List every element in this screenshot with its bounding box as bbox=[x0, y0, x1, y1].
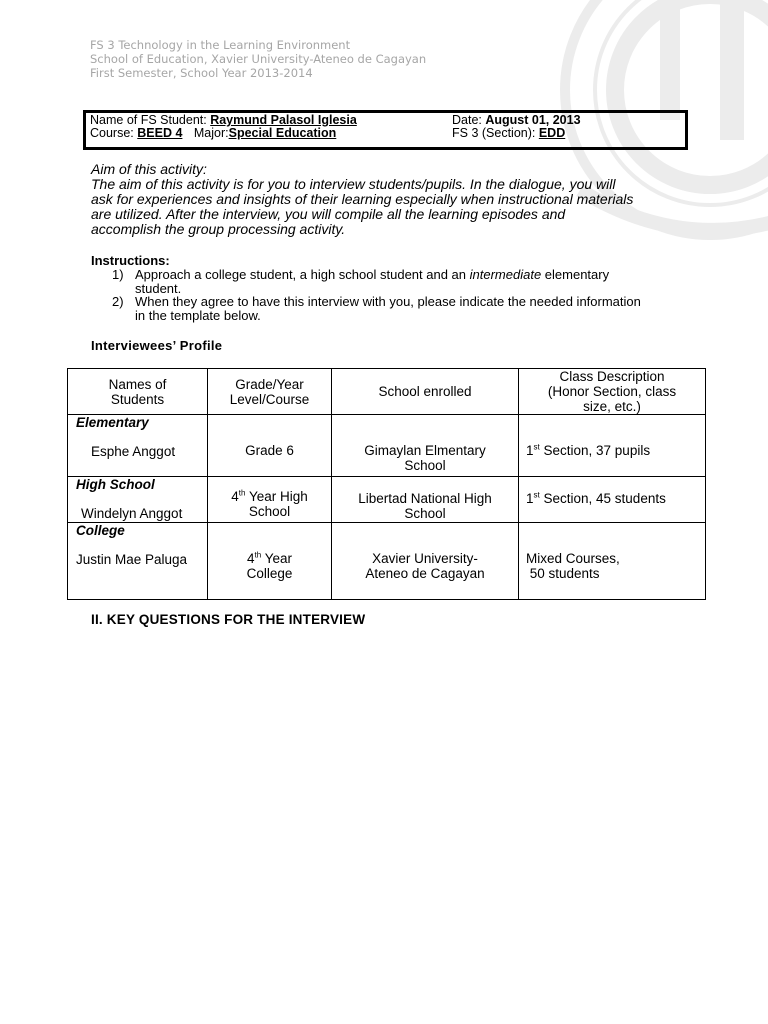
table-row bbox=[68, 523, 706, 600]
course-row bbox=[90, 126, 336, 140]
header-names-l1: Names of bbox=[108, 376, 167, 392]
cell-school bbox=[332, 415, 519, 477]
grade-ordinal: th bbox=[238, 488, 246, 498]
student-name: Raymund Palasol Iglesia bbox=[210, 113, 357, 127]
student-name-row bbox=[90, 113, 357, 127]
section-label: FS 3 (Section): bbox=[452, 126, 539, 140]
course-header bbox=[90, 38, 426, 80]
cell-grade bbox=[208, 523, 332, 600]
desc-text: Mixed Courses, bbox=[526, 551, 620, 566]
date-value: August 01, 2013 bbox=[485, 113, 581, 127]
header-school bbox=[332, 369, 519, 415]
cell-name bbox=[68, 477, 208, 523]
row-category: Elementary bbox=[76, 415, 149, 430]
header-line-1: FS 3 Technology in the Learning Environment bbox=[90, 38, 351, 52]
header-names-l2: Students bbox=[110, 391, 165, 407]
table-row bbox=[68, 415, 706, 477]
header-line-3: First Semester, School Year 2013-2014 bbox=[90, 66, 313, 80]
school-l2: School bbox=[404, 506, 446, 521]
cell-grade bbox=[208, 477, 332, 523]
grade-number: 4 bbox=[231, 489, 239, 504]
grade-text: Year High bbox=[245, 489, 308, 504]
cell-name bbox=[68, 415, 208, 477]
grade-text: Grade 6 bbox=[245, 443, 294, 458]
cell-name bbox=[68, 523, 208, 600]
grade-ordinal: th bbox=[254, 550, 262, 560]
header-desc-l2: (Honor Section, class bbox=[547, 384, 677, 399]
header-desc-l1: Class Description bbox=[559, 369, 665, 384]
desc-text: Section, 45 students bbox=[539, 491, 666, 506]
header-school-text: School enrolled bbox=[378, 384, 472, 399]
interviewees-profile-table bbox=[67, 368, 706, 600]
school-l2: School bbox=[404, 458, 446, 473]
school-l1: Xavier University- bbox=[372, 551, 478, 566]
header-line-2: School of Education, Xavier University-Ateneo de Cagayan bbox=[90, 52, 427, 66]
header-grade-l2: Level/Course bbox=[229, 391, 310, 407]
aim-line-3: are utilized. After the interview, you will compile all the learning episodes and bbox=[91, 206, 566, 222]
aim-line-4: accomplish the group processing activity. bbox=[91, 221, 346, 237]
key-questions-heading: II. KEY QUESTIONS FOR THE INTERVIEW bbox=[91, 612, 366, 627]
instruction-emphasis: intermediate bbox=[469, 267, 542, 282]
student-label: Name of FS Student: bbox=[90, 113, 211, 127]
grade-text-l2: College bbox=[246, 566, 293, 581]
cell-grade bbox=[208, 415, 332, 477]
desc-ordinal: st bbox=[533, 490, 540, 500]
desc-number: 1 bbox=[526, 491, 534, 506]
date-row bbox=[452, 113, 581, 127]
table-row bbox=[68, 477, 706, 523]
cell-class-description bbox=[519, 523, 706, 600]
school-l1: Libertad National High bbox=[358, 491, 492, 506]
major-label: Major: bbox=[193, 126, 229, 140]
desc-number: 1 bbox=[526, 443, 534, 458]
cell-class-description bbox=[519, 415, 706, 477]
desc-text: Section, 37 pupils bbox=[539, 443, 651, 458]
desc-ordinal: st bbox=[533, 442, 540, 452]
instruction-text-line2: student. bbox=[135, 281, 182, 296]
grade-text-l2: School bbox=[248, 504, 291, 519]
instructions-title: Instructions: bbox=[91, 253, 170, 268]
header-grade bbox=[208, 369, 332, 415]
school-l2: Ateneo de Cagayan bbox=[365, 566, 485, 581]
aim-section bbox=[91, 162, 691, 237]
desc-text-l2: 50 students bbox=[526, 566, 600, 581]
table-header-row bbox=[68, 369, 706, 415]
student-name-cell: Windelyn Anggot bbox=[81, 506, 183, 521]
student-name-cell: Esphe Anggot bbox=[91, 444, 176, 459]
course-label: Course: bbox=[90, 126, 138, 140]
header-desc-l3: size, etc.) bbox=[583, 399, 641, 414]
instruction-text-line2: in the template below. bbox=[135, 308, 261, 323]
instruction-number: 1) bbox=[112, 267, 124, 282]
aim-title: Aim of this activity: bbox=[91, 161, 207, 177]
grade-text: Year bbox=[261, 551, 292, 566]
instruction-number: 2) bbox=[112, 294, 124, 309]
student-name-cell: Justin Mae Paluga bbox=[76, 552, 188, 567]
row-category: High School bbox=[76, 477, 155, 492]
course-value: BEED 4 bbox=[137, 126, 183, 140]
cell-school bbox=[332, 523, 519, 600]
aim-line-2: ask for experiences and insights of their learning especially when instructional materials bbox=[91, 191, 634, 207]
header-grade-l1: Grade/Year bbox=[235, 376, 304, 392]
row-category: College bbox=[76, 523, 125, 538]
aim-line-1: The aim of this activity is for you to interview students/pupils. In the dialogue, you will bbox=[91, 176, 616, 192]
section-value: EDD bbox=[538, 126, 566, 140]
cell-school bbox=[332, 477, 519, 523]
instruction-text: When they agree to have this interview with you, please indicate the needed information bbox=[135, 294, 641, 309]
profile-title: Interviewees’ Profile bbox=[91, 338, 223, 353]
major-value: Special Education bbox=[228, 126, 337, 140]
header-class-description bbox=[519, 369, 706, 415]
grade-number: 4 bbox=[247, 551, 255, 566]
school-l1: Gimaylan Elmentary bbox=[364, 443, 486, 458]
header-names bbox=[68, 369, 208, 415]
date-label: Date: bbox=[452, 113, 486, 127]
section-row bbox=[452, 126, 565, 140]
cell-class-description bbox=[519, 477, 706, 523]
instruction-text-end: elementary bbox=[541, 267, 610, 282]
instruction-text: Approach a college student, a high school student and an bbox=[135, 267, 470, 282]
